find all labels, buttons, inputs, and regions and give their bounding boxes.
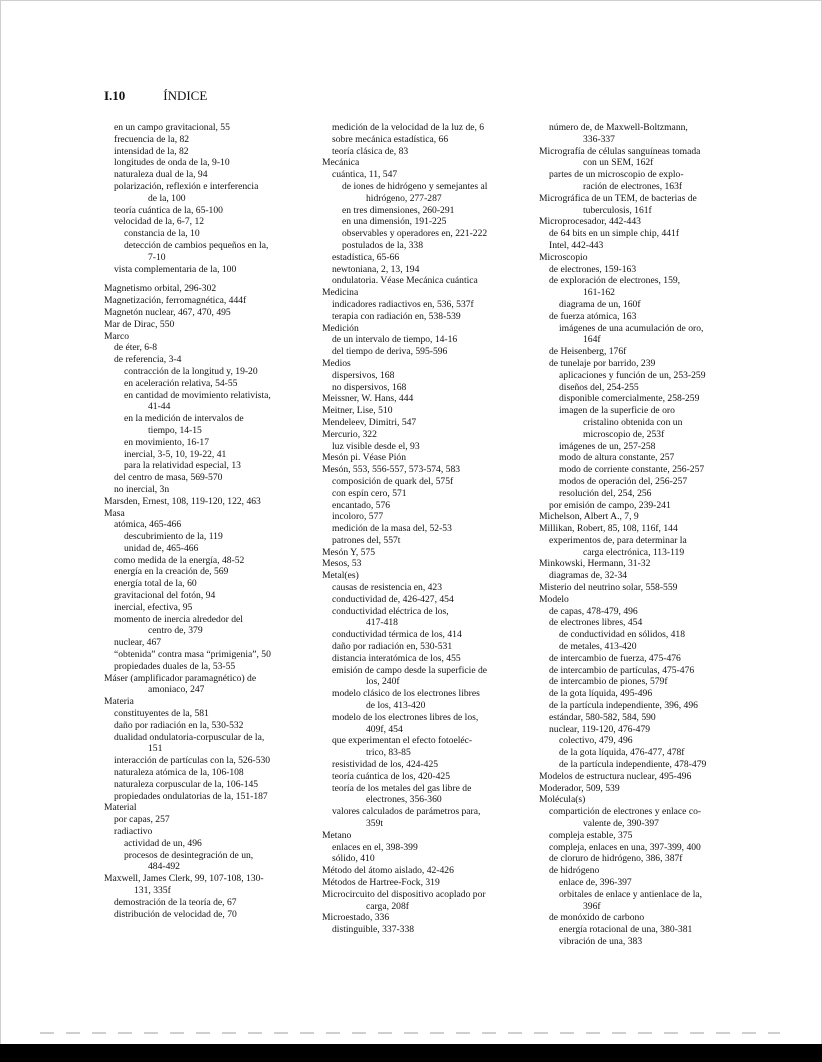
index-entry: enlace de, 396-397 [559,877,632,888]
index-entry: compleja, enlaces en una, 397-399, 400 [549,841,701,853]
index-entry: 484-492 [148,861,180,873]
index-entry: del tiempo de deriva, 595-596 [332,346,448,358]
index-entry: Micrográfica de un TEM, de bacterias de [539,192,697,204]
index-entry: 131, 335f [134,885,171,896]
index-entry: Microscopio [539,251,588,263]
index-entry: de capas, 478-479, 496 [549,605,638,617]
index-entry: Marsden, Ernest, 108, 119-120, 122, 463 [104,495,261,507]
index-entry: carga, 208f [366,900,409,912]
index-entry: descubrimiento de la, 119 [124,531,223,543]
index-entry: Microestado, 336 [322,912,390,924]
index-entry: 164f [583,334,601,346]
index-entry: 41-44 [148,401,171,413]
index-entry: modo de altura constante, 257 [559,452,675,464]
index-entry: 359t [366,818,384,830]
index-entry: centro de, 379 [148,625,203,637]
index-entry: contracción de la longitud y, 19-20 [124,365,258,377]
index-entry: modos de operación del, 256-257 [559,475,688,487]
index-entry: modelo de los electrones libres de los, [332,711,479,723]
index-entry: Métodos de Hartree-Fock, 319 [322,877,440,888]
index-entry: medición de la velocidad de la luz de, 6 [332,122,485,133]
index-entry: teoría de los metales del gas libre de [332,782,472,794]
index-entry: enlaces en el, 398-399 [332,841,418,853]
index-entry: valente de, 390-397 [583,818,659,830]
index-entry: de los, 413-420 [366,700,426,712]
index-entry: imágenes de una acumulación de oro, [559,322,704,334]
index-entry: distinguible, 337-338 [332,924,415,936]
index-entry: estándar, 580-582, 584, 590 [549,711,656,723]
index-entry: distancia interatómica de los, 455 [332,652,461,664]
index-entry: en un campo gravitacional, 55 [114,122,230,133]
index-entry: sobre mecánica estadística, 66 [332,133,449,145]
index-entry: de la partícula independiente, 478-479 [559,759,707,771]
index-entry: no dispersivos, 168 [332,381,407,393]
index-entry: en movimiento, 16-17 [124,436,209,448]
index-entry: Magnetización, ferromagnética, 444f [104,295,247,307]
index-entry: Mendeleev, Dimitri, 547 [322,416,417,428]
index-entry: inercial, 3-5, 10, 19-22, 41 [124,448,227,460]
index-entry: de tunelaje por barrido, 239 [549,357,656,369]
index-entry: de referencia, 3-4 [114,354,182,366]
footer-rule [40,1032,780,1034]
index-entry: postulados de la, 338 [342,239,424,251]
index-entry: observables y operadores en, 221-222 [342,228,488,240]
index-entry: de un intervalo de tiempo, 14-16 [332,334,458,346]
index-entry: radiactivo [114,826,153,838]
index-entry: de exploración de electrones, 159, [549,275,681,287]
index-entry: polarización, reflexión e interferencia [114,180,259,192]
index-entry: de intercambio de piones, 579f [549,676,668,688]
index-entry: en tres dimensiones, 260-291 [342,204,455,216]
index-entry: modelo clásico de los electrones libres [332,688,480,700]
index-entry: carga electrónica, 113-119 [583,546,685,558]
index-entry: frecuencia de la, 82 [114,133,190,145]
index-entry: en cantidad de movimiento relativista, [124,389,271,401]
index-entry: imágenes de un, 257-258 [559,440,656,452]
index-entry: emisión de campo desde la superficie de [332,664,488,676]
index-entry: Modelo [539,593,569,605]
index-entry: Máser (amplificador paramagnético) de [104,672,257,684]
index-entry: número de, de Maxwell-Boltzmann, [549,122,688,133]
index-entry: dispersivos, 168 [332,369,395,381]
index-entry: tiempo, 14-15 [148,424,202,436]
index-entry: imagen de la superficie de oro [559,405,675,417]
index-entry: propiedades ondulatorias de la, 151-187 [114,790,268,802]
index-entry: resolución del, 254, 256 [559,487,652,499]
index-entry: Meissner, W. Hans, 444 [322,393,414,405]
index-entry: en aceleración relativa, 54-55 [124,377,238,389]
index-entry: Magnetón nuclear, 467, 470, 495 [104,306,231,318]
page-title: ÍNDICE [163,88,208,103]
index-entry: conductividad térmica de los, 414 [332,629,462,641]
index-entry: constancia de la, 10 [124,228,200,240]
index-entry: propiedades duales de la, 53-55 [114,660,236,672]
index-entry: naturaleza corpuscular de la, 106-145 [114,778,259,790]
index-entry: que experimentan el efecto fotoeléc- [332,735,473,747]
index-entry: orbitales de enlace y antienlace de la, [559,888,703,900]
index-entry: Mecánica [322,157,360,169]
index-entry: cristalino obtenida con un [583,416,683,428]
index-entry: daño por radiación en, 530-531 [332,641,453,653]
index-entry: inercial, efectiva, 95 [114,601,193,613]
index-entry: energía rotacional de una, 380-381 [559,924,693,936]
index-entry: Microcircuito del dispositivo acoplado por [322,888,486,900]
index-entry: compleja estable, 375 [549,829,633,841]
index-entry: intensidad de la, 82 [114,145,189,157]
index-entry: trico, 83-85 [366,747,411,759]
index-entry: diagramas de, 32-34 [549,570,628,582]
index-entry: de la, 100 [148,192,186,204]
index-entry: Método del átomo aislado, 42-426 [322,865,454,877]
index-entry: por emisión de campo, 239-241 [549,499,671,511]
index-entry: daño por radiación en la, 530-532 [114,719,244,731]
index-entry: Marco [104,330,130,342]
index-entry: composición de quark del, 575f [332,475,454,487]
index-entry: de hidrógeno [549,865,600,877]
index-entry: de la gota líquida, 476-477, 478f [559,747,685,759]
index-column-2 [322,122,522,936]
index-entry: detección de cambios pequeños en la, [124,239,269,251]
index-entry: vista complementaria de la, 100 [114,263,237,275]
index-entry: Materia [104,696,134,708]
index-entry: interacción de partículas con la, 526-530 [114,755,271,767]
index-entry: por capas, 257 [114,814,170,826]
index-entry: diseños del, 254-255 [559,381,639,393]
index-column-1 [104,122,304,920]
index-entry: Micrografía de células sanguíneas tomada [539,145,701,157]
index-entry: sólido, 410 [332,853,375,865]
index-entry: los, 240f [366,676,400,688]
index-entry: Mesón, 553, 556-557, 573-574, 583 [322,464,461,476]
index-entry: teoría cuántica de los, 420-425 [332,770,451,782]
index-entry: incoloro, 577 [332,511,384,523]
index-entry: dualidad ondulatoria-corpuscular de la, [114,731,265,743]
index-entry: longitudes de onda de la, 9-10 [114,157,230,169]
index-entry: como medida de la energía, 48-52 [114,554,245,566]
index-entry: Intel, 442-443 [549,239,604,251]
index-entry: de metales, 413-420 [559,641,637,653]
index-entry: Masa [104,507,125,519]
index-entry: aplicaciones y función de un, 253-259 [559,369,706,381]
index-entry: teoría clásica de, 83 [332,145,409,157]
index-entry: 7-10 [148,251,166,263]
index-entry: disponible comercialmente, 258-259 [559,393,700,405]
index-entry: para la relatividad especial, 13 [124,460,241,472]
index-entry: 151 [148,743,163,755]
index-entry: microscopio de, 253f [583,428,665,440]
index-entry: nuclear, 467 [114,637,162,649]
index-entry: de Heisenberg, 176f [549,346,627,358]
index-entry: de éter, 6-8 [114,342,158,354]
index-entry: 396f [583,900,601,912]
index-entry: Mesos, 53 [322,558,362,570]
index-entry: partes de un microscopio de explo- [549,169,684,181]
index-entry: de monóxido de carbono [549,912,645,924]
index-entry: Modelos de estructura nuclear, 495-496 [539,770,692,782]
index-entry: tuberculosis, 161f [583,204,652,216]
index-entry: Metano [322,829,352,841]
index-entry: energía en la creación de, 569 [114,566,229,578]
index-entry: en la medición de intervalos de [124,413,244,425]
index-entry: nuclear, 119-120, 476-479 [549,723,651,735]
index-entry: compartición de electrones y enlace co- [549,806,702,818]
index-entry: de intercambio de fuerza, 475-476 [549,652,681,664]
index-entry: medición de la masa del, 52-53 [332,523,452,535]
page-header [104,88,207,104]
index-entry: “obtenida” contra masa “primigenia”, 50 [114,649,271,661]
index-entry: de la partícula independiente, 396, 496 [549,700,698,712]
index-entry: Misterio del neutrino solar, 558-559 [539,582,678,594]
index-entry: distribución de velocidad de, 70 [114,908,237,920]
index-entry: 161-162 [583,287,615,299]
index-entry: teoría cuántica de la, 65-100 [114,204,223,216]
index-entry: 417-418 [366,617,398,629]
index-entry: de fuerza atómica, 163 [549,310,637,322]
index-entry: en una dimensión, 191-225 [342,216,447,228]
index-entry: procesos de desintegración de un, [124,849,254,861]
index-entry: naturaleza atómica de la, 106-108 [114,767,244,779]
index-entry: no inercial, 3n [114,483,170,495]
index-entry: Meitner, Lise, 510 [322,405,393,417]
index-entry: diagrama de un, 160f [559,298,641,310]
index-entry: conductividad de, 426-427, 454 [332,593,454,605]
index-entry: constituyentes de la, 581 [114,708,209,720]
index-entry: de electrones libres, 454 [549,617,643,629]
index-entry: de cloruro de hidrógeno, 386, 387f [549,853,683,865]
index-entry: cuántica, 11, 547 [332,169,398,181]
index-entry: de electrones, 159-163 [549,263,637,275]
index-entry: ración de electrones, 163f [583,180,683,192]
index-entry: con espín cero, 571 [332,487,407,499]
index-entry: del centro de masa, 569-570 [114,472,223,484]
index-entry: indicadores radiactivos en, 536, 537f [332,298,474,310]
index-entry: velocidad de la, 6-7, 12 [114,216,205,228]
index-entry: gravitacional del fotón, 94 [114,590,216,602]
index-entry: atómica, 465-466 [114,519,182,531]
index-entry: Mercurio, 322 [322,428,377,440]
index-entry: Mesón Y, 575 [322,546,376,558]
index-entry: luz visible desde el, 93 [332,440,420,452]
index-entry: Medición [322,322,359,334]
index-entry: experimentos de, para determinar la [549,534,687,546]
index-entry: Medicina [322,287,359,299]
index-entry: Minkowski, Hermann, 31-32 [539,558,651,570]
index-entry: de iones de hidrógeno y semejantes al [342,180,488,192]
index-entry: de intercambio de partículas, 475-476 [549,664,695,676]
index-entry: Mesón pi. Véase Pión [322,452,407,464]
index-column-3 [539,122,739,948]
index-entry: naturaleza dual de la, 94 [114,169,208,181]
index-entry: unidad de, 465-466 [124,542,199,554]
index-entry: demostración de la teoría de, 67 [114,896,237,908]
index-entry: Millikan, Robert, 85, 108, 116f, 144 [539,523,678,535]
index-entry: colectivo, 479, 496 [559,735,633,747]
index-entry: 409f, 454 [366,723,403,735]
index-entry: Microprocesador, 442-443 [539,216,641,228]
index-entry: patrones del, 557t [332,534,401,546]
index-entry: amoniaco, 247 [148,684,205,696]
index-entry: Magnetismo orbital, 296-302 [104,283,217,295]
index-entry: Mar de Dirac, 550 [104,318,175,330]
index-entry: Medios [322,357,351,369]
index-entry: terapia con radiación en, 538-539 [332,310,461,322]
index-entry: Material [104,802,137,814]
index-entry: valores calculados de parámetros para, [332,806,481,818]
index-entry: vibración de una, 383 [559,935,643,947]
index-entry: momento de inercia alrededor del [114,613,243,625]
index-entry: modo de corriente constante, 256-257 [559,464,705,476]
index-entry: encantado, 576 [332,499,391,511]
index-entry: ondulatoria. Véase Mecánica cuántica [332,275,478,287]
index-entry: conductividad eléctrica de los, [332,605,449,617]
bottom-black-bar [0,1044,822,1062]
index-entry: Metal(es) [322,570,359,582]
index-entry: Moderador, 509, 539 [539,782,620,794]
index-entry: actividad de un, 496 [124,837,202,849]
index-entry: Maxwell, James Clerk, 99, 107-108, 130- [104,873,264,885]
index-entry: causas de resistencia en, 423 [332,582,443,594]
index-entry: con un SEM, 162f [583,157,654,169]
index-entry: Michelson, Albert A., 7, 9 [539,511,639,523]
index-entry: de la gota líquida, 495-496 [549,688,653,700]
index-entry: energía total de la, 60 [114,578,197,590]
index-entry: de 64 bits en un simple chip, 441f [549,228,680,240]
index-entry: 336-337 [583,133,615,145]
index-entry: hidrógeno, 277-287 [366,192,442,204]
index-entry: estadística, 65-66 [332,251,400,263]
index-entry: newtoniana, 2, 13, 194 [332,263,420,275]
index-entry: electrones, 356-360 [366,794,442,806]
index-entry: resistividad de los, 424-425 [332,759,439,771]
index-entry: de conductividad en sólidos, 418 [559,629,686,641]
index-entry: Molécula(s) [539,794,586,806]
page-number: I.10 [104,88,126,103]
